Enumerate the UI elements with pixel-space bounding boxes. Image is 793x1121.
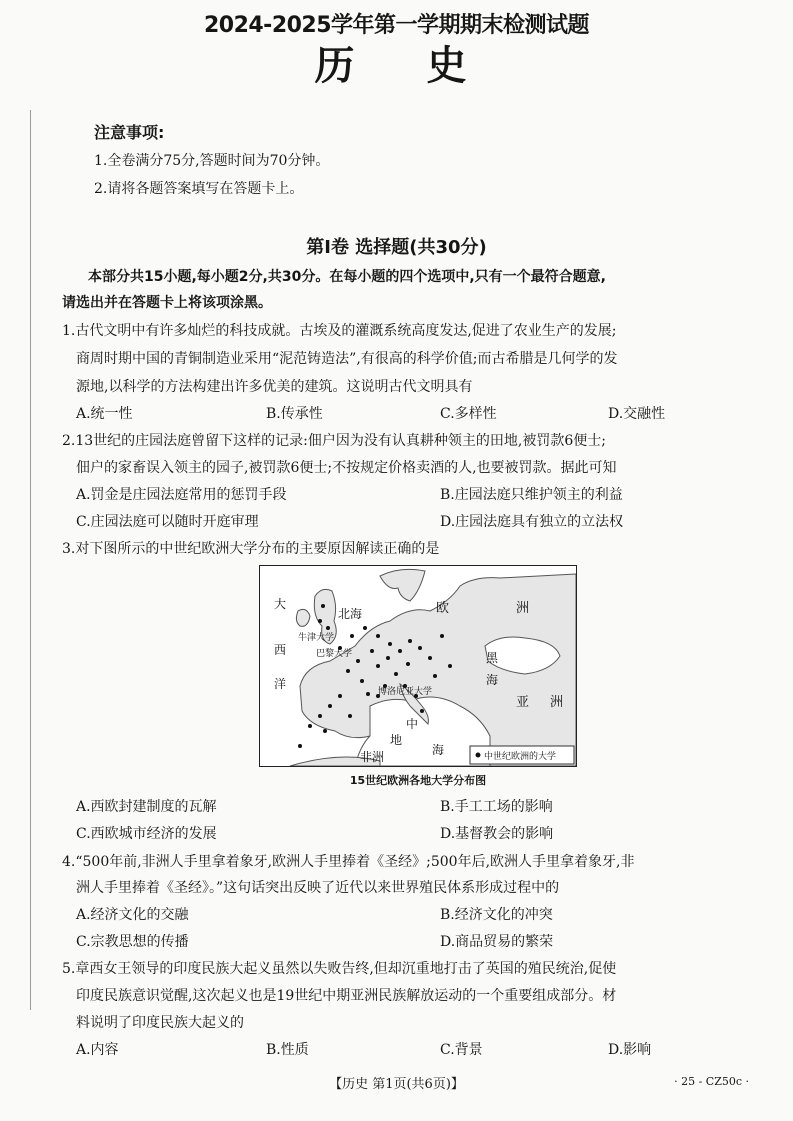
question-text: 佃户的家畜误入领主的园子,被罚款6便士;不按规定价格卖酒的人,也要被罚款。据此可知 bbox=[76, 460, 617, 476]
option-b[interactable]: B.性质 bbox=[266, 1042, 309, 1058]
option-a[interactable]: A.内容 bbox=[76, 1042, 119, 1058]
map-label: 地 bbox=[390, 733, 403, 747]
map-label: 洲 bbox=[516, 601, 530, 616]
notice-heading: 注意事项: bbox=[94, 123, 165, 142]
map-label: 北海 bbox=[338, 607, 363, 621]
map-caption: 15世纪欧洲各地大学分布图 bbox=[349, 774, 487, 787]
section-intro-line: 本部分共15小题,每小题2分,共30分。在每小题的四个选项中,只有一个最符合题意, bbox=[88, 269, 606, 285]
question-text: 商周时期中国的青铜制造业采用“泥范铸造法”,有很高的科学价值;而古希腊是几何学的发 bbox=[76, 351, 618, 367]
option-b[interactable]: B.传承性 bbox=[266, 406, 323, 422]
question-text: 料说明了印度民族大起义的 bbox=[76, 1015, 244, 1031]
notice-item: 2.请将各题答案填写在答题卡上。 bbox=[94, 181, 304, 197]
map-label: 海 bbox=[432, 743, 445, 757]
map-label: 博洛尼亚大学 bbox=[378, 687, 433, 697]
option-b[interactable]: B.经济文化的冲突 bbox=[440, 907, 553, 923]
option-d[interactable]: D.影响 bbox=[608, 1042, 652, 1058]
section-heading: 第Ⅰ卷 选择题(共30分) bbox=[306, 237, 487, 258]
question-text: 源地,以科学的方法构建出许多优美的建筑。这说明古代文明具有 bbox=[76, 379, 473, 395]
option-b[interactable]: B.手工工场的影响 bbox=[440, 799, 553, 815]
option-a[interactable]: A.经济文化的交融 bbox=[76, 907, 189, 923]
question-text: 印度民族意识觉醒,这次起义也是19世纪中期亚洲民族解放运动的一个重要组成部分。材 bbox=[76, 988, 617, 1004]
legend-dot-icon bbox=[476, 753, 481, 758]
option-d[interactable]: D.基督教会的影响 bbox=[440, 826, 554, 842]
option-a[interactable]: A.统一性 bbox=[76, 406, 133, 422]
option-a[interactable]: A.西欧封建制度的瓦解 bbox=[76, 799, 217, 815]
option-d[interactable]: D.庄园法庭具有独立的立法权 bbox=[440, 514, 624, 530]
map-label: 海 bbox=[486, 673, 499, 687]
map-label: 巴黎大学 bbox=[316, 649, 353, 659]
option-c[interactable]: C.宗教思想的传播 bbox=[76, 934, 189, 950]
question-text: 1.古代文明中有许多灿烂的科技成就。古埃及的灌溉系统高度发达,促进了农业生产的发展; bbox=[62, 323, 617, 339]
map-label: 欧 bbox=[436, 601, 450, 616]
question-text: 3.对下图所示的中世纪欧洲大学分布的主要原因解读正确的是 bbox=[62, 541, 440, 557]
map-label: 洲 bbox=[550, 695, 564, 710]
exam-title: 2024-2025学年第一学期期末检测试题 bbox=[203, 13, 590, 38]
page-footer: 【历史 第1页(共6页)】 bbox=[329, 1077, 464, 1092]
europe-university-map bbox=[259, 565, 577, 767]
subject-title: 历史 bbox=[314, 42, 539, 89]
option-d[interactable]: D.商品贸易的繁荣 bbox=[440, 934, 554, 950]
map-legend-label: 中世纪欧洲的大学 bbox=[484, 752, 557, 762]
question-text: 2.13世纪的庄园法庭曾留下这样的记录:佃户因为没有认真耕种领主的田地,被罚款6便士; bbox=[62, 433, 606, 449]
question-text: 洲人手里捧着《圣经》。”这句话突出反映了近代以来世界殖民体系形成过程中的 bbox=[76, 880, 560, 896]
map-label: 非洲 bbox=[360, 750, 385, 764]
section-intro-line: 请选出并在答题卡上将该项涂黑。 bbox=[62, 295, 272, 311]
option-b[interactable]: B.庄园法庭只维护领主的利益 bbox=[440, 487, 623, 503]
question-text: 5.章西女王领导的印度民族大起义虽然以失败告终,但却沉重地打击了英国的殖民统治,促使 bbox=[62, 961, 617, 977]
option-c[interactable]: C.西欧城市经济的发展 bbox=[76, 826, 217, 842]
map-graphic bbox=[260, 566, 576, 766]
map-label: 西 bbox=[274, 643, 287, 657]
map-label: 洋 bbox=[274, 677, 287, 691]
option-c[interactable]: C.多样性 bbox=[440, 406, 497, 422]
notice-item: 1.全卷满分75分,答题时间为70分钟。 bbox=[94, 153, 330, 169]
map-label: 亚 bbox=[516, 695, 530, 710]
paper-code: · 25 - CZ50c · bbox=[674, 1075, 749, 1088]
option-c[interactable]: C.背景 bbox=[440, 1042, 483, 1058]
option-a[interactable]: A.罚金是庄园法庭常用的惩罚手段 bbox=[76, 487, 287, 503]
question-text: 4.“500年前,非洲人手里拿着象牙,欧洲人手里捧着《圣经》;500年后,欧洲人手里拿着象牙,非 bbox=[62, 854, 635, 870]
map-label: 牛津大学 bbox=[298, 633, 335, 643]
map-label: 中 bbox=[406, 717, 419, 731]
option-c[interactable]: C.庄园法庭可以随时开庭审理 bbox=[76, 514, 259, 530]
option-d[interactable]: D.交融性 bbox=[608, 406, 666, 422]
map-label: 黑 bbox=[486, 651, 499, 665]
map-label: 大 bbox=[274, 597, 287, 611]
